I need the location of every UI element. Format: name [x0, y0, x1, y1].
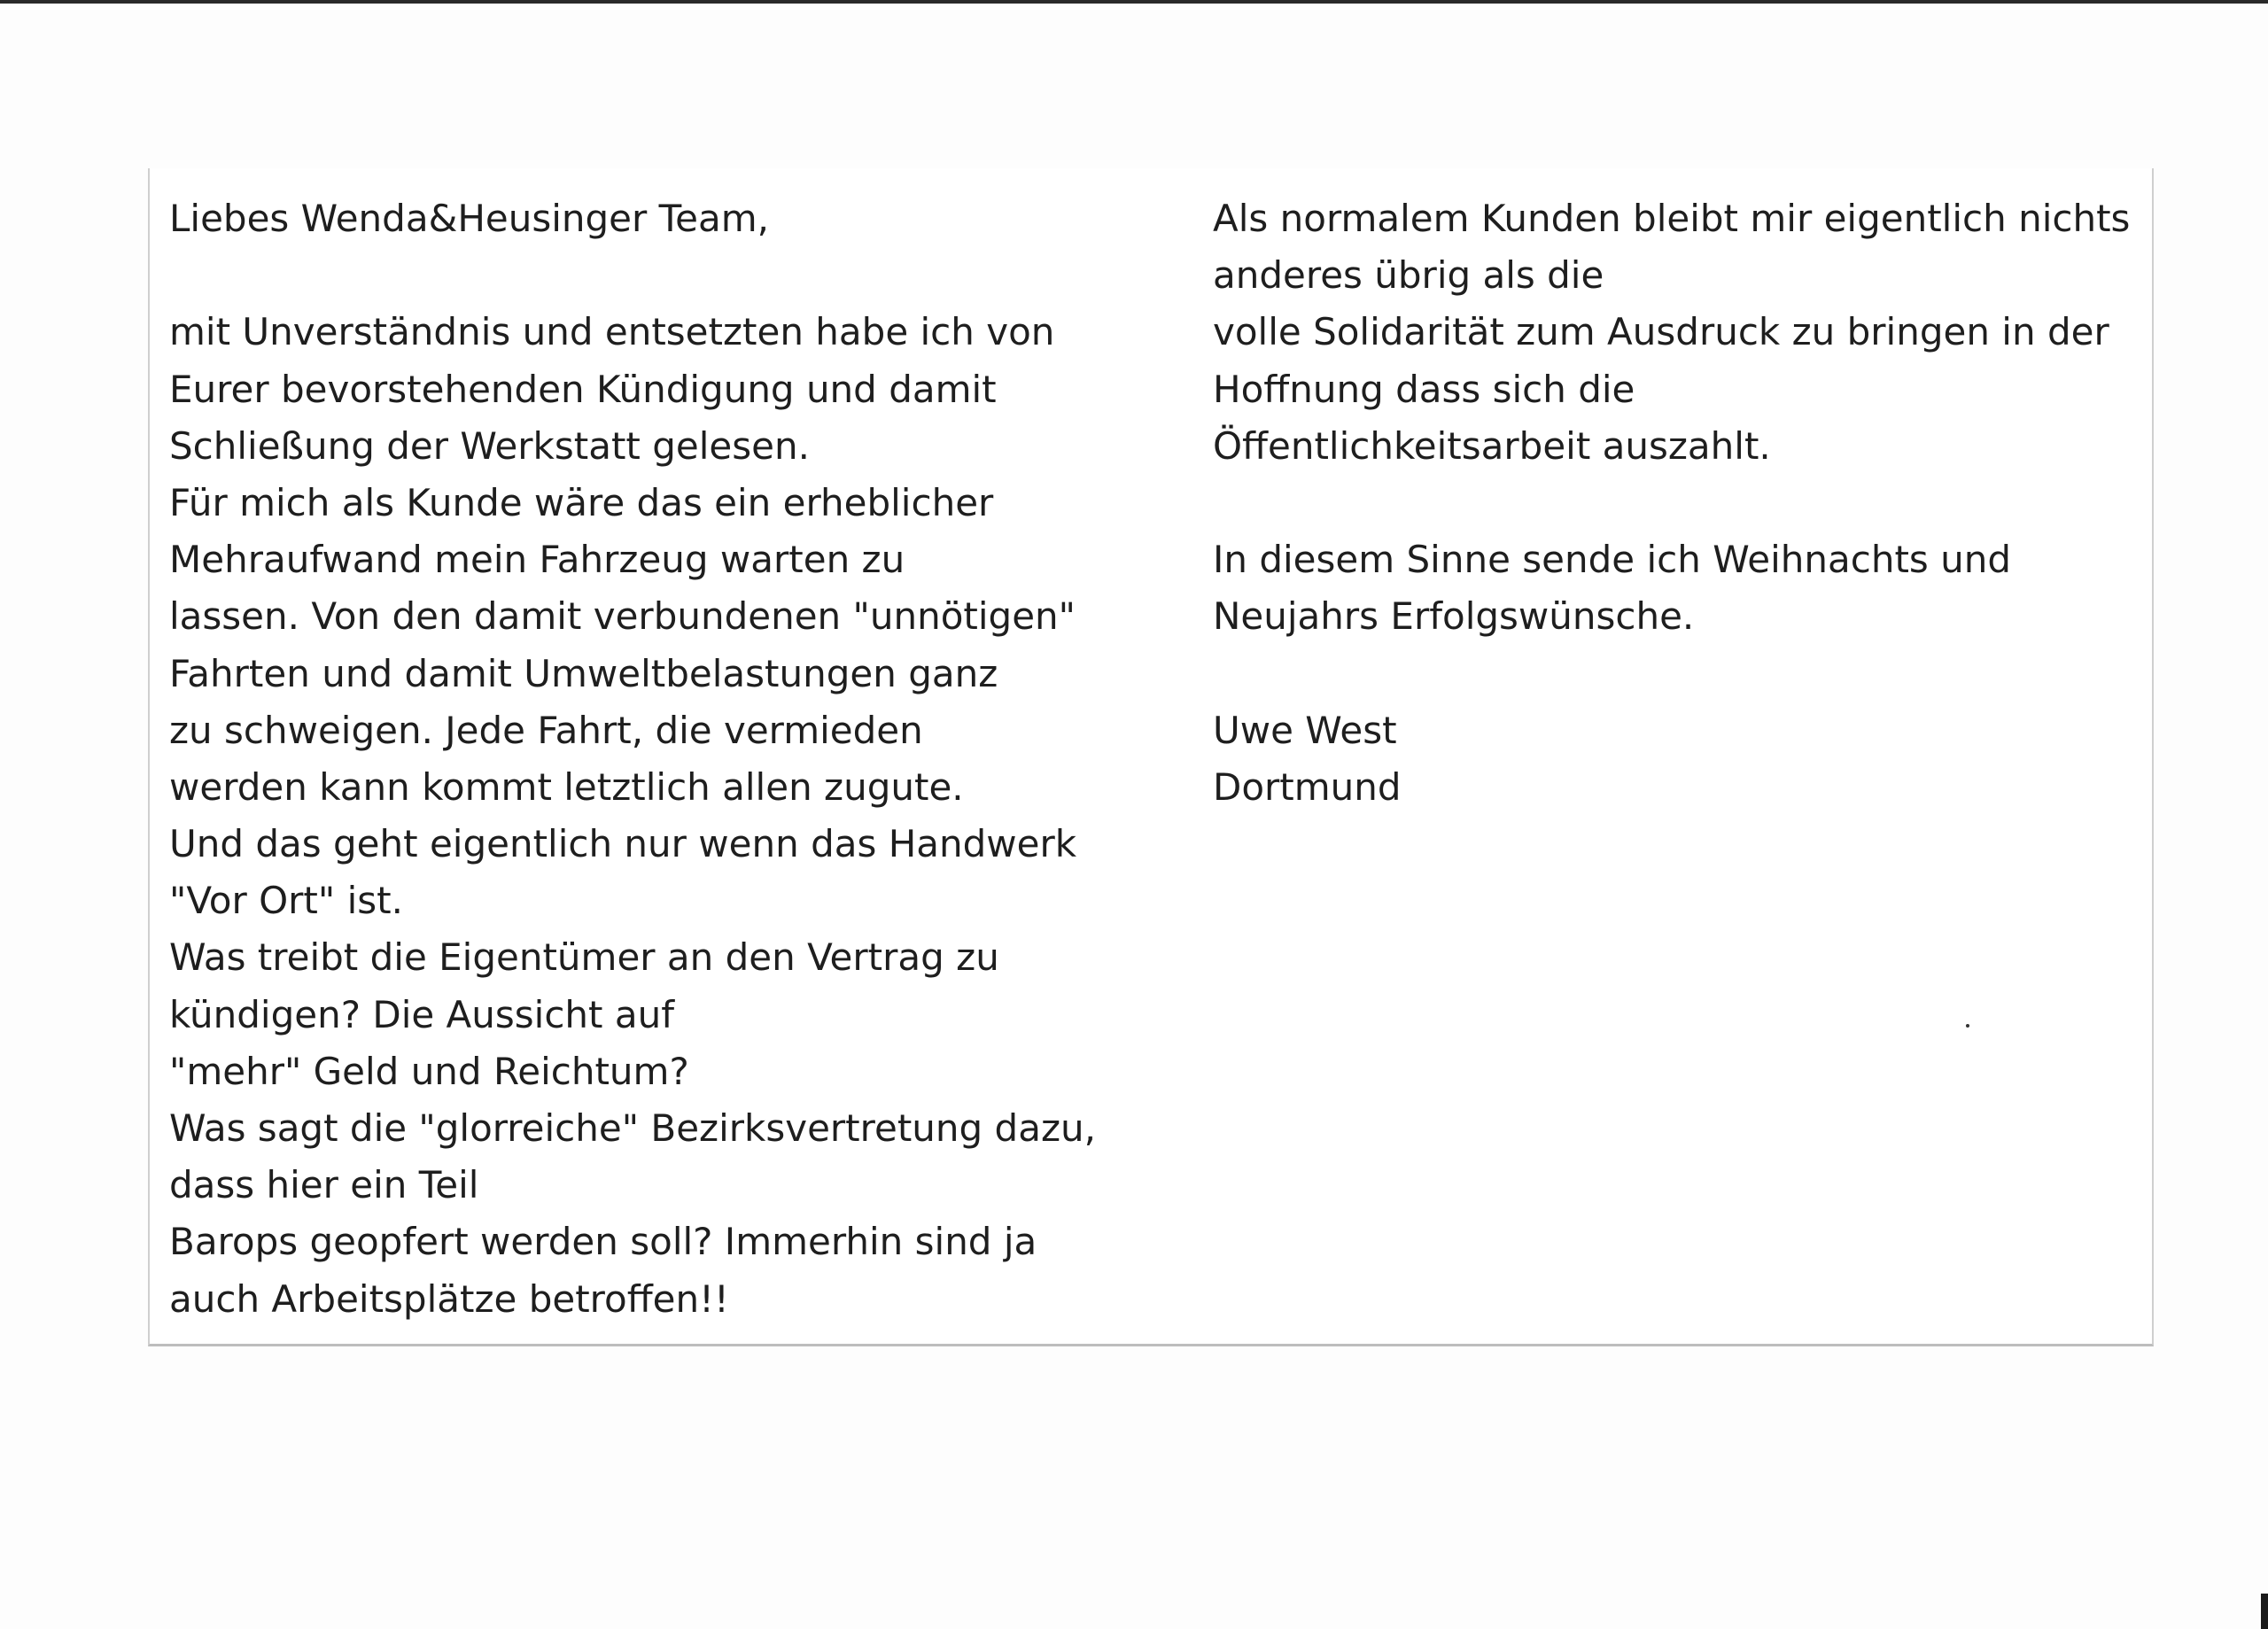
text-line: zu schweigen. Jede Fahrt, die vermieden	[169, 708, 923, 752]
blank-line	[1213, 475, 2130, 531]
blank-line	[1213, 646, 2130, 702]
text-line: auch Arbeitsplätze betroffen!!	[169, 1276, 729, 1321]
text-line: Mehraufwand mein Fahrzeug warten zu	[169, 538, 905, 582]
scan-top-edge	[0, 0, 2268, 4]
text-line: Für mich als Kunde wäre das ein erheblicher	[169, 480, 994, 524]
scan-speck	[1966, 1024, 1969, 1028]
blank-line	[169, 247, 1096, 304]
text-line: anderes übrig als die	[1213, 253, 1604, 298]
letter-box	[148, 168, 2154, 1346]
text-line: dass hier ein Teil	[169, 1163, 479, 1207]
text-line: Und das geht eigentlich nur wenn das Handwerk	[169, 822, 1077, 866]
signature-name: Uwe West	[1213, 708, 1397, 752]
text-line: Schließung der Werkstatt gelesen.	[169, 423, 810, 468]
text-line: volle Solidarität zum Ausdruck zu bringen in der	[1213, 310, 2109, 354]
text-line: Was treibt die Eigentümer an den Vertrag zu	[169, 935, 999, 980]
text-line: Hoffnung dass sich die	[1213, 367, 1635, 411]
signature-city: Dortmund	[1213, 764, 1402, 809]
text-line: lassen. Von den damit verbundenen "unnötigen"	[169, 594, 1076, 639]
text-line: Fahrten und damit Umweltbelastungen ganz	[169, 651, 998, 695]
text-line: Barops geopfert werden soll? Immerhin sind ja	[169, 1220, 1037, 1264]
greeting: Liebes Wenda&Heusinger Team,	[169, 197, 770, 240]
text-line: Neujahrs Erfolgswünsche.	[1213, 594, 1695, 639]
left-column	[169, 190, 1096, 1328]
text-line: "mehr" Geld und Reichtum?	[169, 1049, 689, 1093]
text-line: kündigen? Die Aussicht auf	[169, 992, 675, 1036]
text-line: In diesem Sinne sende ich Weihnachts und	[1213, 538, 2012, 582]
text-line: werden kann kommt letztlich allen zugute.	[169, 764, 964, 809]
text-line: "Vor Ort" ist.	[169, 879, 403, 923]
scan-edge-mark	[2261, 1594, 2268, 1629]
text-line: Eurer bevorstehenden Kündigung und damit	[169, 367, 997, 411]
text-line: Als normalem Kunden bleibt mir eigentlich nichts	[1213, 197, 2131, 240]
text-line: mit Unverständnis und entsetzten habe ich von	[169, 310, 1055, 354]
right-column	[1213, 190, 2130, 816]
text-line: Öffentlichkeitsarbeit auszahlt.	[1213, 423, 1771, 468]
text-line: Was sagt die "glorreiche" Bezirksvertretung dazu,	[169, 1106, 1096, 1150]
